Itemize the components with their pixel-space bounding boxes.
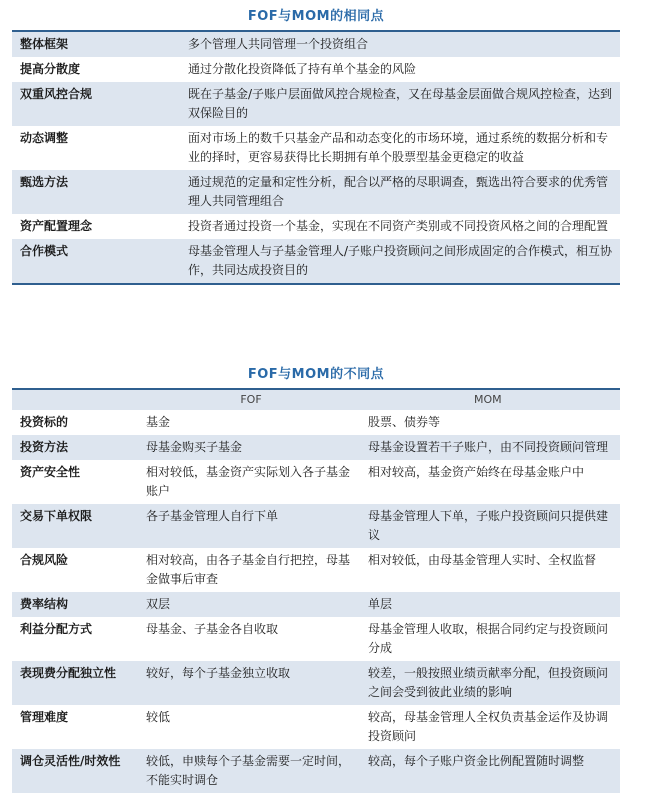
row-label: 资产配置理念	[12, 214, 182, 239]
table-row	[12, 32, 620, 57]
table-row	[12, 170, 620, 214]
similarities-table	[12, 32, 620, 285]
fof-cell: 相对较高，由各子基金自行把控，母基金做事后审查	[140, 548, 362, 592]
table-row	[12, 705, 620, 749]
table-row	[12, 214, 620, 239]
header-row	[12, 390, 620, 410]
row-label: 动态调整	[12, 126, 182, 170]
header-empty	[12, 390, 140, 410]
row-text: 既在子基金/子账户层面做风控合规检查，又在母基金层面做合规风控检查，达到双保险目的	[182, 82, 620, 126]
row-label: 甄选方法	[12, 170, 182, 214]
mom-cell: 单层	[362, 592, 620, 617]
table-row	[12, 460, 620, 504]
table-row	[12, 410, 620, 435]
row-label: 资产安全性	[12, 460, 140, 504]
mom-cell: 较高，母基金管理人全权负责基金运作及协调投资顾问	[362, 705, 620, 749]
mom-cell: 母基金设置若干子账户，由不同投资顾问管理	[362, 435, 620, 460]
fof-cell: 双层	[140, 592, 362, 617]
differences-title: FOF与MOM的不同点	[247, 367, 385, 382]
fof-cell: 各子基金管理人自行下单	[140, 504, 362, 548]
table-row	[12, 82, 620, 126]
table-row	[12, 548, 620, 592]
row-label: 费率结构	[12, 592, 140, 617]
table-row	[12, 126, 620, 170]
row-label: 交易下单权限	[12, 504, 140, 548]
fof-cell: 较低	[140, 705, 362, 749]
differences-section	[12, 362, 620, 793]
row-label: 投资方法	[12, 435, 140, 460]
row-label: 管理难度	[12, 705, 140, 749]
row-label: 整体框架	[12, 32, 182, 57]
mom-cell: 较高，每个子账户资金比例配置随时调整	[362, 749, 620, 793]
fof-cell: 母基金、子基金各自收取	[140, 617, 362, 661]
row-label: 合规风险	[12, 548, 140, 592]
table-row	[12, 239, 620, 284]
header-mom: MOM	[362, 390, 620, 410]
mom-cell: 母基金管理人收取，根据合同约定与投资顾问分成	[362, 617, 620, 661]
row-text: 多个管理人共同管理一个投资组合	[182, 32, 620, 57]
fof-cell: 基金	[140, 410, 362, 435]
similarities-title: FOF与MOM的相同点	[247, 9, 385, 24]
row-label: 双重风控合规	[12, 82, 182, 126]
header-fof: FOF	[140, 390, 362, 410]
row-label: 调仓灵活性/时效性	[12, 749, 140, 793]
row-label: 投资标的	[12, 410, 140, 435]
row-text: 母基金管理人与子基金管理人/子账户投资顾问之间形成固定的合作模式，相互协作，共同达成投资目的	[182, 239, 620, 284]
row-text: 通过分散化投资降低了持有单个基金的风险	[182, 57, 620, 82]
row-label: 利益分配方式	[12, 617, 140, 661]
table-row	[12, 504, 620, 548]
mom-cell: 股票、债券等	[362, 410, 620, 435]
similarities-section	[12, 4, 620, 285]
table-row	[12, 57, 620, 82]
mom-cell: 相对较高，基金资产始终在母基金账户中	[362, 460, 620, 504]
mom-cell: 母基金管理人下单，子账户投资顾问只提供建议	[362, 504, 620, 548]
mom-cell: 较差，一般按照业绩贡献率分配，但投资顾问之间会受到彼此业绩的影响	[362, 661, 620, 705]
table-row	[12, 435, 620, 460]
table-row	[12, 592, 620, 617]
row-text: 投资者通过投资一个基金，实现在不同资产类别或不同投资风格之间的合理配置	[182, 214, 620, 239]
fof-cell: 较好，每个子基金独立收取	[140, 661, 362, 705]
table-row	[12, 617, 620, 661]
row-label: 表现费分配独立性	[12, 661, 140, 705]
fof-cell: 母基金购买子基金	[140, 435, 362, 460]
row-label: 提高分散度	[12, 57, 182, 82]
differences-table	[12, 390, 620, 793]
row-label: 合作模式	[12, 239, 182, 284]
table-row	[12, 661, 620, 705]
fof-cell: 较低，申赎每个子基金需要一定时间，不能实时调仓	[140, 749, 362, 793]
row-text: 面对市场上的数千只基金产品和动态变化的市场环境，通过系统的数据分析和专业的择时，更容易获得比长期拥有单个股票型基金更稳定的收益	[182, 126, 620, 170]
table-row	[12, 749, 620, 793]
mom-cell: 相对较低，由母基金管理人实时、全权监督	[362, 548, 620, 592]
row-text: 通过规范的定量和定性分析，配合以严格的尽职调查，甄选出符合要求的优秀管理人共同管理组合	[182, 170, 620, 214]
fof-cell: 相对较低，基金资产实际划入各子基金账户	[140, 460, 362, 504]
